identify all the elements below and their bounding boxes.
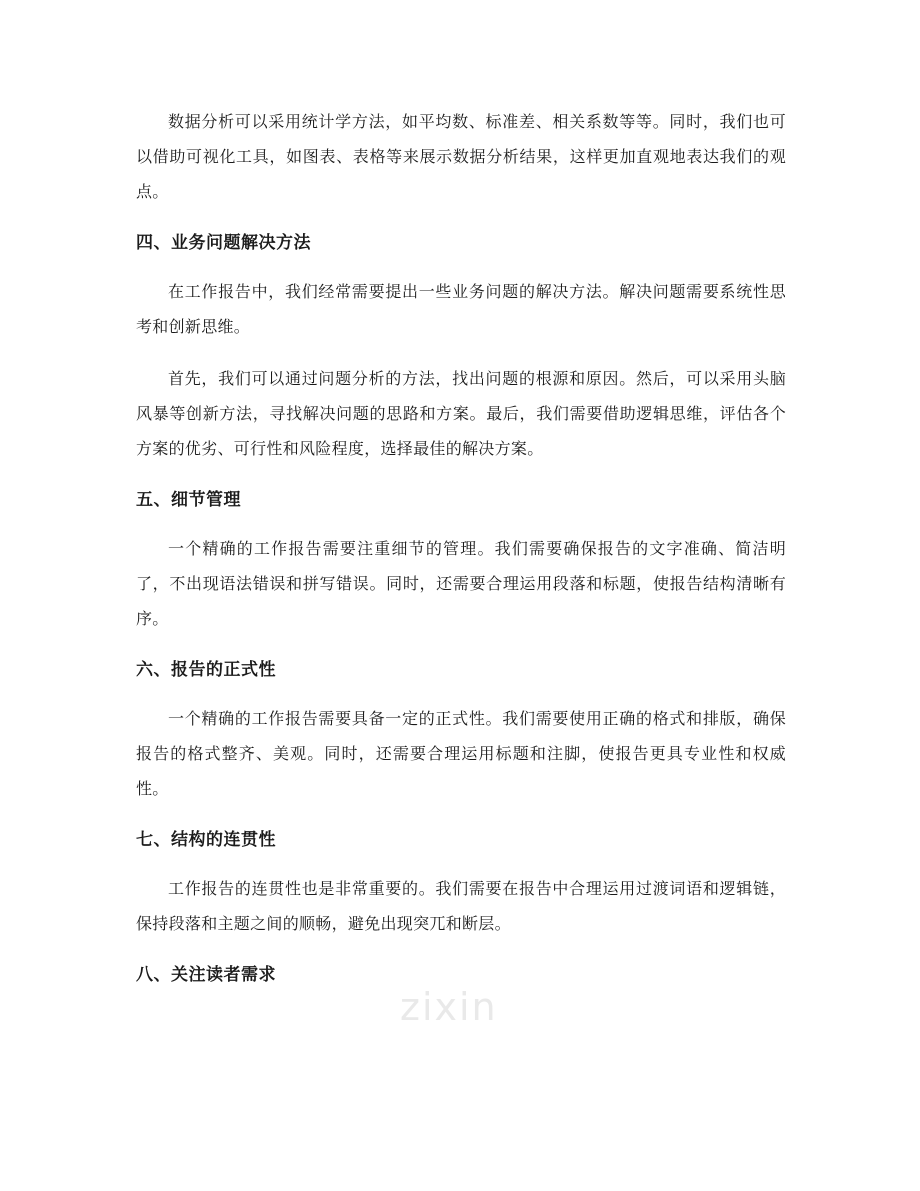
paragraph-problem-solving-intro: 在工作报告中，我们经常需要提出一些业务问题的解决方法。解决问题需要系统性思考和创新思维。 (136, 282, 786, 336)
watermark-logo: zixin (400, 985, 498, 1029)
paragraph-data-analysis: 数据分析可以采用统计学方法，如平均数、标准差、相关系数等等。同时，我们也可以借助可视化工具，如图表、表格等来展示数据分析结果，这样更加直观地表达我们的观点。 (136, 112, 786, 201)
paragraph-formality: 一个精确的工作报告需要具备一定的正式性。我们需要使用正确的格式和排版，确保报告的格式整齐、美观。同时，还需要合理运用标题和注脚，使报告更具专业性和权威性。 (136, 709, 786, 798)
paragraph-coherence: 工作报告的连贯性也是非常重要的。我们需要在报告中合理运用过渡词语和逻辑链，保持段落和主题之间的顺畅，避免出现突兀和断层。 (136, 879, 786, 933)
section-heading-6: 六、报告的正式性 (136, 660, 276, 680)
section-heading-8: 八、关注读者需求 (136, 965, 276, 985)
paragraph-problem-solving-steps: 首先，我们可以通过问题分析的方法，找出问题的根源和原因。然后，可以采用头脑风暴等创新方法，寻找解决问题的思路和方案。最后，我们需要借助逻辑思维，评估各个方案的优劣、可行性和风险程度，选择最佳的解决方案。 (136, 369, 786, 458)
section-heading-5: 五、细节管理 (136, 490, 241, 510)
section-heading-7: 七、结构的连贯性 (136, 830, 276, 850)
paragraph-detail-management: 一个精确的工作报告需要注重细节的管理。我们需要确保报告的文字准确、简洁明了，不出现语法错误和拼写错误。同时，还需要合理运用段落和标题，使报告结构清晰有序。 (136, 539, 786, 628)
section-heading-4: 四、业务问题解决方法 (136, 233, 311, 253)
document-body (136, 104, 786, 993)
